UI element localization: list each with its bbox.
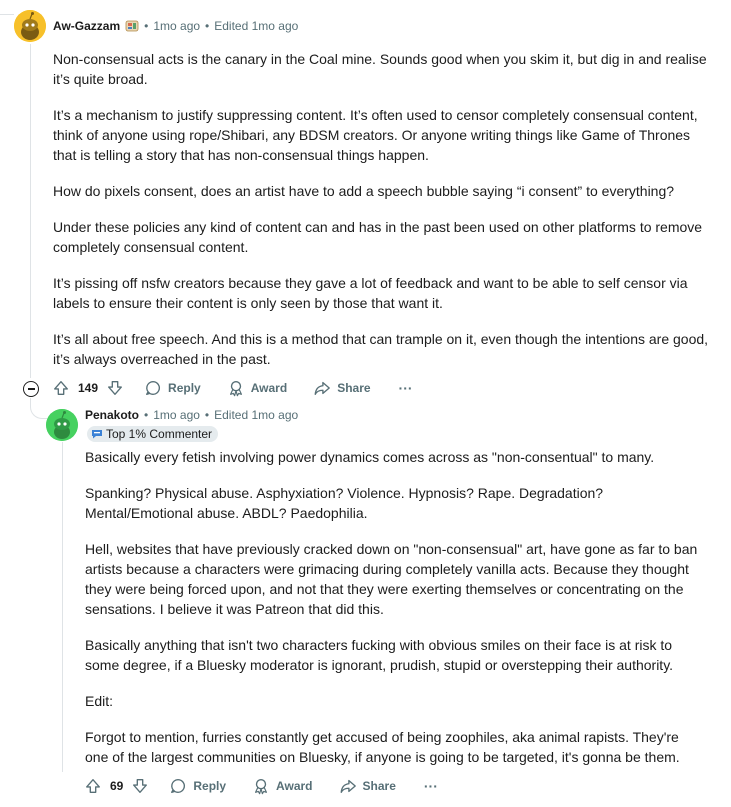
award-button[interactable] <box>252 777 312 795</box>
comment-paragraph: Under these policies any kind of content can and has in the past been used on other platforms to remove completely consensual content. <box>53 219 703 255</box>
share-button[interactable] <box>313 379 370 397</box>
thread-line-top-left <box>0 14 14 15</box>
thread-line-reply[interactable] <box>62 442 63 772</box>
comment-paragraph: It’s pissing off nsfw creators because they gave a lot of feedback and want to be able to self censor via labels to ensure their content is only seen by those that want it. <box>53 275 688 311</box>
thread-line-branch <box>30 398 47 419</box>
upvote-icon <box>52 379 70 397</box>
comment-bubble-icon <box>169 777 187 795</box>
award-label: Award <box>276 779 313 793</box>
thread-line-main[interactable] <box>30 44 31 378</box>
upvote-icon <box>84 777 102 795</box>
comment-action-bar <box>84 776 438 796</box>
edited-label: Edited 1mo ago <box>214 408 299 422</box>
vote-count: 69 <box>110 779 124 793</box>
top-commenter-icon <box>91 428 103 440</box>
downvote-icon <box>131 777 149 795</box>
author-flair-icon <box>125 20 139 32</box>
upvote-button[interactable] <box>84 777 102 795</box>
timestamp[interactable]: 1mo ago <box>153 408 200 422</box>
comment-paragraph: Edit: <box>85 693 114 709</box>
separator: • <box>144 408 149 422</box>
comment-meta <box>53 18 298 34</box>
reply-label: Reply <box>168 381 201 395</box>
comment-paragraph: Basically every fetish involving power dynamics comes across as "non-consentual" to many. <box>85 449 655 465</box>
share-button[interactable] <box>339 777 396 795</box>
comment-paragraph: Hell, websites that have previously cracked down on "non-consensual" art, have gone as far to ban artists because a characters were grimacing during completely vanilla acts. Because they thought they were being forced upon, and not that they were exerting themselves or concentrating on the sensations. I believe it was Patreon that did this. <box>85 541 698 617</box>
downvote-button[interactable] <box>106 379 124 397</box>
separator: • <box>205 19 210 33</box>
minus-icon <box>28 388 35 390</box>
award-button[interactable] <box>227 379 287 397</box>
comment-action-bar <box>52 378 413 398</box>
comment-paragraph: It’s all about free speech. And this is a method that can trample on it, even though the intentions are good, it’s always overreached in the past. <box>53 331 709 367</box>
reply-label: Reply <box>193 779 227 793</box>
share-icon <box>339 777 357 795</box>
comment-paragraph: Forgot to mention, furries constantly get accused of being zoophiles, aka animal rapists. They're one of the largest communities on Bluesky, if anyone is going to be targeted, it's gonna be them. <box>85 729 680 765</box>
reply-button[interactable] <box>169 777 226 795</box>
award-label: Award <box>250 381 288 395</box>
share-label: Share <box>337 381 371 395</box>
collapse-thread-button[interactable] <box>23 381 39 397</box>
more-options-icon: ··· <box>423 778 438 794</box>
comment-paragraph: How do pixels consent, does an artist have to add a speech bubble saying “i consent” to everything? <box>53 183 675 199</box>
timestamp[interactable]: 1mo ago <box>153 19 201 33</box>
comment-paragraph: Non-consensual acts is the canary in the Coal mine. Sounds good when you skim it, but dig in and realise it’s quite broad. <box>53 51 707 87</box>
flair-text: Top 1% Commenter <box>106 427 213 441</box>
comment-paragraph: Spanking? Physical abuse. Asphyxiation? Violence. Hypnosis? Rape. Degradation? Mental/Emotional abuse. ABDL? Paedophilia. <box>85 485 604 521</box>
comment-meta <box>85 407 298 423</box>
user-flair-badge <box>87 426 218 442</box>
share-icon <box>313 379 331 397</box>
author-name[interactable]: Penakoto <box>85 408 140 422</box>
author-name[interactable]: Aw-Gazzam <box>53 19 121 33</box>
more-options-button[interactable] <box>399 380 413 396</box>
downvote-button[interactable] <box>131 777 149 795</box>
comment-bubble-icon <box>144 379 162 397</box>
avatar-aw-gazzam[interactable] <box>14 10 46 42</box>
snoo-avatar-icon <box>14 10 46 42</box>
separator: • <box>204 408 210 422</box>
downvote-icon <box>106 379 124 397</box>
comment-paragraph: Basically anything that isn't two characters fucking with obvious smiles on their face is at risk to some degree, if a Bluesky moderator is ignorant, prudish, stupid or overstepping their authority. <box>85 637 674 673</box>
reply-button[interactable] <box>144 379 201 397</box>
separator: • <box>144 19 149 33</box>
more-options-button[interactable] <box>424 778 438 794</box>
avatar-penakoto[interactable] <box>46 409 78 441</box>
vote-count: 149 <box>78 381 99 395</box>
share-label: Share <box>362 779 396 793</box>
award-icon <box>227 379 245 397</box>
more-options-icon: ··· <box>398 380 413 396</box>
comment-paragraph: It’s a mechanism to justify suppressing content. It’s often used to censor completely consensual content, think of anyone using rope/Shibari, any BDSM creators. Or anyone writing things like Game of Thrones that is telling a story that has non-consensual things happen. <box>53 107 698 163</box>
snoo-avatar-icon <box>46 409 78 441</box>
edited-label: Edited 1mo ago <box>214 19 299 33</box>
upvote-button[interactable] <box>52 379 70 397</box>
award-icon <box>252 777 270 795</box>
